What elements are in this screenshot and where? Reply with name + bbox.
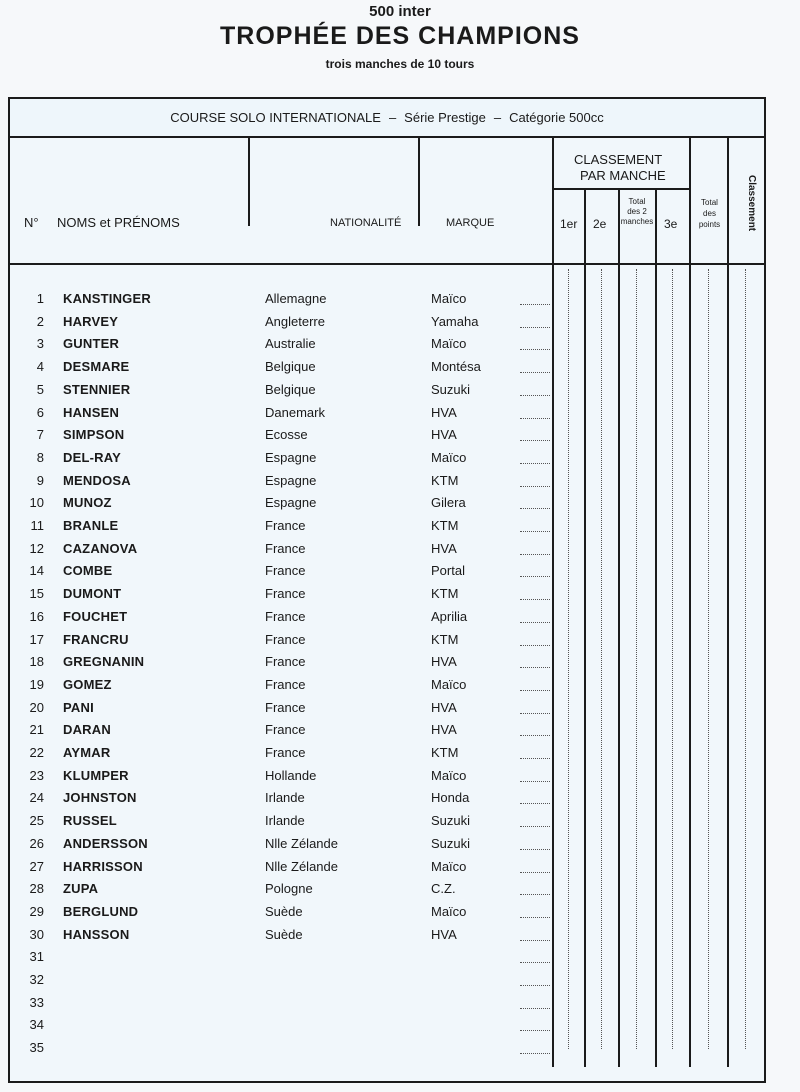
row-number: 32 <box>29 972 44 987</box>
rider-name: FRANCRU <box>63 631 129 647</box>
leader-dots <box>520 599 550 600</box>
rider-name: HARVEY <box>63 313 119 329</box>
header-bottom-rule <box>10 263 764 265</box>
row-number: 15 <box>29 586 44 602</box>
rider-make: KTM <box>431 586 459 602</box>
dotted-guide <box>636 269 637 1049</box>
rider-make: Gilera <box>431 495 466 511</box>
table-row <box>10 949 550 971</box>
rider-nationality: France <box>265 676 306 692</box>
table-row <box>10 768 550 790</box>
leader-dots <box>520 849 550 850</box>
row-number: 19 <box>29 676 44 692</box>
column-divider <box>655 190 657 1067</box>
table-row <box>10 722 550 744</box>
leader-dots <box>520 803 550 804</box>
course-serie: Série Prestige <box>404 110 486 125</box>
rider-nationality: Belgique <box>265 359 316 375</box>
rider-name: DUMONT <box>63 586 122 602</box>
rider-make: HVA <box>431 404 457 420</box>
course-category: Catégorie 500cc <box>509 110 604 125</box>
rider-nationality: Suède <box>265 903 303 919</box>
table-row <box>10 1017 550 1039</box>
rider-nationality: Irlande <box>265 790 305 806</box>
leader-dots <box>520 917 550 918</box>
row-number: 34 <box>29 1017 44 1033</box>
column-divider <box>689 138 691 1067</box>
rider-nationality: France <box>265 608 306 624</box>
rider-name: KANSTINGER <box>63 291 151 306</box>
rider-name: AYMAR <box>63 745 111 760</box>
table-row <box>10 563 550 585</box>
rider-make: HVA <box>431 654 457 670</box>
column-divider <box>584 190 586 1067</box>
table-row <box>10 654 550 676</box>
rider-nationality: Australie <box>265 336 316 352</box>
leader-dots <box>520 962 550 963</box>
column-nationality: NATIONALITÉ <box>330 217 402 229</box>
row-number: 35 <box>29 1040 44 1056</box>
rider-name: STENNIER <box>63 381 131 397</box>
rider-make: Montésa <box>431 359 481 375</box>
rider-name: HANSSON <box>63 926 130 942</box>
rider-make: Suzuki <box>431 835 471 851</box>
rider-name: MENDOSA <box>63 472 131 488</box>
rider-nationality: Angleterre <box>265 313 325 329</box>
leader-dots <box>520 758 550 759</box>
rider-nationality: France <box>265 722 306 738</box>
rider-nationality: France <box>265 745 306 760</box>
leader-dots <box>520 894 550 895</box>
leader-dots <box>520 554 550 555</box>
dotted-guide <box>672 269 673 1049</box>
rider-name: HARRISSON <box>63 858 143 874</box>
column-divider <box>418 138 420 226</box>
rider-nationality: Nlle Zélande <box>265 835 338 851</box>
rider-make: Aprilia <box>431 608 468 624</box>
course-separator: – <box>388 110 397 125</box>
classement-par-manche-line2: PAR MANCHE <box>580 168 666 183</box>
rider-make: KTM <box>431 631 459 647</box>
rider-name: DARAN <box>63 722 111 738</box>
rider-name: ANDERSSON <box>63 835 148 851</box>
leader-dots <box>520 531 550 532</box>
classement-par-manche-line1: CLASSEMENT <box>574 152 663 167</box>
leader-dots <box>520 508 550 509</box>
rider-make: Maïco <box>431 676 467 692</box>
rider-make: KTM <box>431 518 459 533</box>
dotted-guide <box>708 269 709 1049</box>
rider-name: PANI <box>63 699 94 715</box>
leader-dots <box>520 645 550 646</box>
leader-dots <box>520 690 550 691</box>
table-row <box>10 609 550 631</box>
rider-name: COMBE <box>63 563 113 579</box>
rider-make: HVA <box>431 427 457 443</box>
row-number: 23 <box>29 767 44 783</box>
table-row <box>10 495 550 517</box>
rider-make: Suzuki <box>431 381 471 397</box>
row-number: 25 <box>29 813 44 829</box>
rider-make: KTM <box>431 745 459 760</box>
leader-dots <box>520 781 550 782</box>
leader-dots <box>520 713 550 714</box>
column-second: 2e <box>593 217 607 231</box>
rider-name: DEL-RAY <box>63 449 121 465</box>
table-row <box>10 586 550 608</box>
page-subtitle: trois manches de 10 tours <box>325 57 475 71</box>
event-category: 500 inter <box>369 3 431 20</box>
row-number: 24 <box>29 790 44 806</box>
rider-nationality: Espagne <box>265 495 317 511</box>
leader-dots <box>520 872 550 873</box>
column-divider <box>727 138 729 1067</box>
rider-make: Yamaha <box>431 313 479 329</box>
row-number: 1 <box>36 291 44 306</box>
table-row <box>10 881 550 903</box>
column-make: MARQUE <box>446 217 495 229</box>
rider-nationality: Danemark <box>265 404 325 420</box>
leader-dots <box>520 576 550 577</box>
rider-nationality: Espagne <box>265 472 317 488</box>
table-row <box>10 632 550 654</box>
table-row <box>10 518 550 540</box>
column-third: 3e <box>664 217 678 231</box>
rider-name: BERGLUND <box>63 903 139 919</box>
rider-nationality: France <box>265 540 306 556</box>
table-row <box>10 790 550 812</box>
manche-divider <box>552 188 689 190</box>
table-row <box>10 291 550 313</box>
table-row <box>10 336 550 358</box>
table-row <box>10 1040 550 1062</box>
column-divider <box>552 138 554 1067</box>
rider-nationality: France <box>265 631 306 647</box>
rider-name: ZUPA <box>63 881 99 897</box>
row-number: 7 <box>36 427 44 443</box>
dotted-guide <box>745 269 746 1049</box>
rider-nationality: Belgique <box>265 381 316 397</box>
rider-name: GUNTER <box>63 336 120 352</box>
rider-nationality: Allemagne <box>265 291 327 306</box>
leader-dots <box>520 395 550 396</box>
rider-make: HVA <box>431 699 457 715</box>
rider-make: Maïco <box>431 449 467 465</box>
leader-dots <box>520 486 550 487</box>
leader-dots <box>520 418 550 419</box>
row-number: 27 <box>29 858 44 874</box>
table-row <box>10 745 550 767</box>
table-row <box>10 813 550 835</box>
rider-name: KLUMPER <box>63 767 129 783</box>
row-number: 29 <box>29 903 44 919</box>
rider-name: SIMPSON <box>63 427 125 443</box>
rider-make: Suzuki <box>431 813 471 829</box>
column-names: NOMS et PRÉNOMS <box>57 215 180 230</box>
row-number: 6 <box>36 404 44 420</box>
leader-dots <box>520 349 550 350</box>
column-total-2-manches: Total des 2 manches <box>620 197 654 226</box>
leader-dots <box>520 440 550 441</box>
row-number: 21 <box>29 722 44 738</box>
rider-make: HVA <box>431 540 457 556</box>
leader-dots <box>520 940 550 941</box>
table-row <box>10 541 550 563</box>
row-number: 2 <box>36 313 44 329</box>
leader-dots <box>520 622 550 623</box>
leader-dots <box>520 1030 550 1031</box>
column-total-points: Total des points <box>698 198 721 229</box>
rider-name: CAZANOVA <box>63 540 138 556</box>
rider-name: JOHNSTON <box>63 790 137 806</box>
rider-make: Honda <box>431 790 470 806</box>
row-number: 9 <box>36 472 44 488</box>
rider-nationality: France <box>265 699 306 715</box>
row-number: 30 <box>29 926 44 942</box>
rider-make: Maïco <box>431 858 467 874</box>
rider-make: KTM <box>431 472 459 488</box>
table-row <box>10 405 550 427</box>
rider-make: C.Z. <box>431 881 456 897</box>
course-banner <box>10 99 764 138</box>
row-number: 8 <box>36 449 44 465</box>
table-row <box>10 927 550 949</box>
table-row <box>10 972 550 994</box>
rider-name: GOMEZ <box>63 676 112 692</box>
table-row <box>10 677 550 699</box>
column-classement: Classement <box>746 175 757 232</box>
table-row <box>10 473 550 495</box>
rider-make: Maïco <box>431 291 467 306</box>
rider-make: Maïco <box>431 336 467 352</box>
leader-dots <box>520 826 550 827</box>
table-row <box>10 859 550 881</box>
row-number: 11 <box>30 518 44 533</box>
row-number: 17 <box>29 631 44 647</box>
dotted-guide <box>568 269 569 1049</box>
rider-make: Portal <box>431 563 465 579</box>
rider-nationality: Suède <box>265 926 303 942</box>
column-divider <box>248 138 250 226</box>
leader-dots <box>520 1053 550 1054</box>
row-number: 14 <box>29 563 44 579</box>
table-row <box>10 700 550 722</box>
course-separator: – <box>493 110 502 125</box>
table-row <box>10 359 550 381</box>
table-row <box>10 382 550 404</box>
rider-nationality: France <box>265 654 306 670</box>
leader-dots <box>520 327 550 328</box>
column-number: N° <box>24 215 39 230</box>
leader-dots <box>520 735 550 736</box>
row-number: 31 <box>29 949 44 965</box>
rider-make: HVA <box>431 926 457 942</box>
rider-nationality: Ecosse <box>265 427 308 443</box>
rider-make: Maïco <box>431 903 467 919</box>
row-number: 22 <box>29 745 44 760</box>
course-name: COURSE SOLO INTERNATIONALE <box>170 110 381 125</box>
table-row <box>10 314 550 336</box>
rider-nationality: France <box>265 563 306 579</box>
row-number: 28 <box>29 881 44 897</box>
rider-name: BRANLE <box>63 518 119 533</box>
rider-nationality: Hollande <box>265 767 317 783</box>
column-first: 1er <box>560 217 578 231</box>
table-row <box>10 427 550 449</box>
rider-nationality: France <box>265 586 306 602</box>
leader-dots <box>520 372 550 373</box>
table-row <box>10 450 550 472</box>
leader-dots <box>520 1008 550 1009</box>
rider-nationality: Espagne <box>265 449 317 465</box>
rider-name: RUSSEL <box>63 813 117 829</box>
rider-nationality: Nlle Zélande <box>265 858 338 874</box>
row-number: 20 <box>29 699 44 715</box>
table-row <box>10 836 550 858</box>
rider-nationality: France <box>265 518 306 533</box>
rider-name: GREGNANIN <box>63 654 145 670</box>
leader-dots <box>520 304 550 305</box>
results-table <box>8 97 766 1083</box>
table-row <box>10 904 550 926</box>
row-number: 12 <box>29 540 44 556</box>
rider-make: HVA <box>431 722 457 738</box>
column-divider <box>618 190 620 1067</box>
row-number: 5 <box>36 381 44 397</box>
row-number: 18 <box>29 654 44 670</box>
row-number: 16 <box>29 608 44 624</box>
table-row <box>10 995 550 1017</box>
rider-name: FOUCHET <box>63 608 128 624</box>
dotted-guide <box>601 269 602 1049</box>
rider-make: Maïco <box>431 767 467 783</box>
rider-name: HANSEN <box>63 404 120 420</box>
row-number: 3 <box>36 336 44 352</box>
page-title: TROPHÉE DES CHAMPIONS <box>220 22 580 50</box>
leader-dots <box>520 667 550 668</box>
row-number: 4 <box>36 359 44 375</box>
row-number: 33 <box>29 994 44 1010</box>
rider-name: DESMARE <box>63 359 130 375</box>
rider-name: MUNOZ <box>63 495 112 511</box>
rider-nationality: Irlande <box>265 813 305 829</box>
leader-dots <box>520 985 550 986</box>
rider-nationality: Pologne <box>265 881 313 897</box>
row-number: 26 <box>29 835 44 851</box>
leader-dots <box>520 463 550 464</box>
row-number: 10 <box>29 495 44 511</box>
